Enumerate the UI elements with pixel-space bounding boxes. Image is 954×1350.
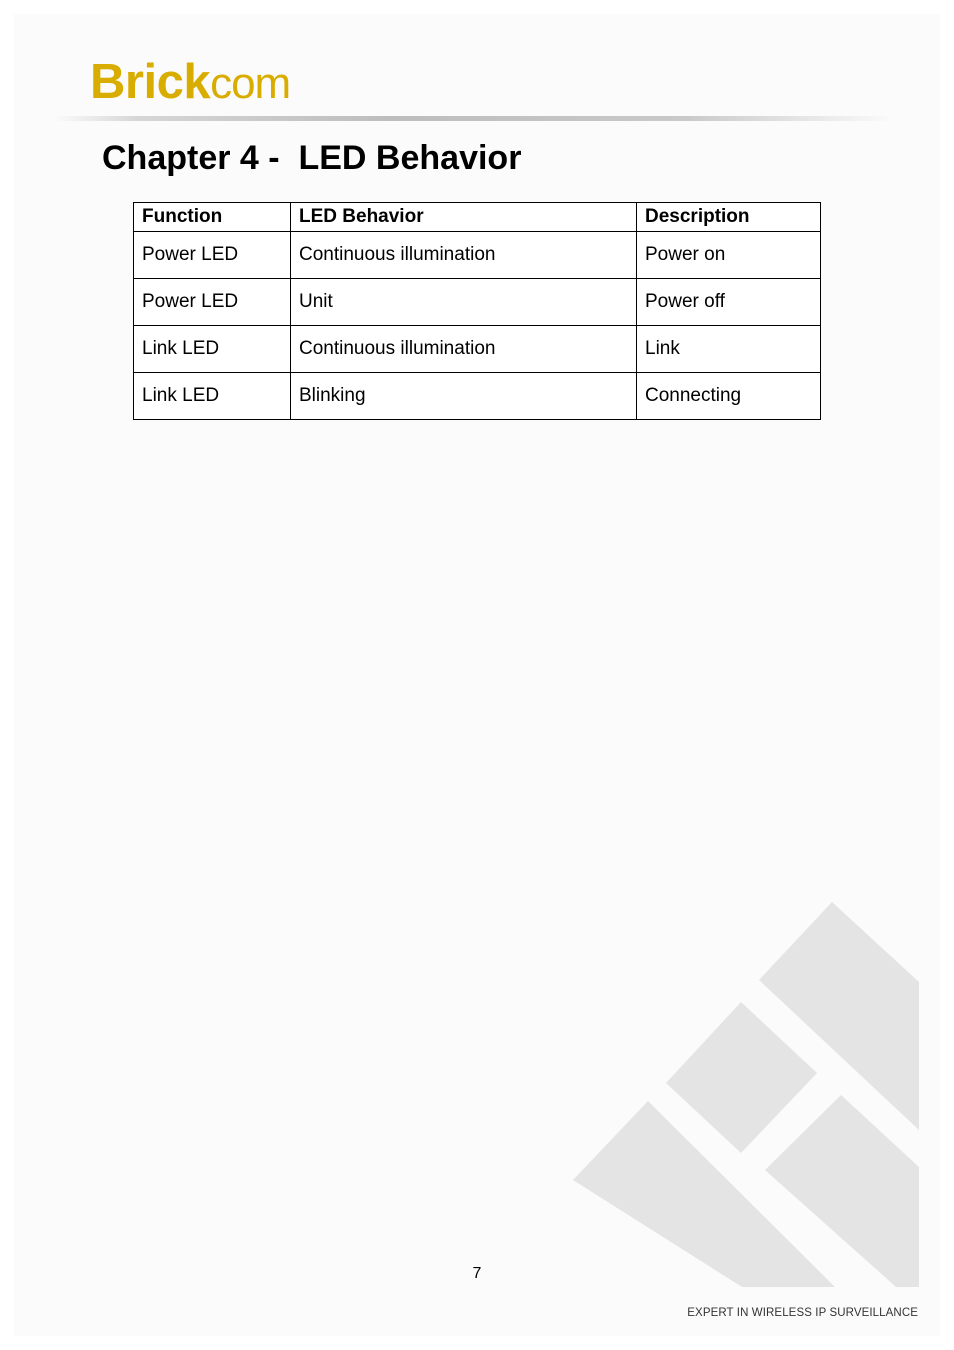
cell-description: Link — [637, 326, 821, 373]
header-divider — [54, 116, 894, 121]
table-row — [134, 279, 821, 326]
logo-brick-text: Brick — [90, 55, 211, 109]
cell-description: Power on — [637, 232, 821, 279]
table-row — [134, 232, 821, 279]
header-led-behavior: LED Behavior — [291, 203, 637, 232]
header-description: Description — [637, 203, 821, 232]
cell-led-behavior: Unit — [291, 279, 637, 326]
page-number: 7 — [472, 1265, 482, 1282]
brickcom-logo — [90, 55, 291, 109]
cell-description: Connecting — [637, 373, 821, 420]
brick-watermark-graphic — [560, 895, 920, 1290]
cell-function: Link LED — [134, 373, 291, 420]
logo-com-text: com — [210, 59, 291, 108]
table-row — [134, 326, 821, 373]
cell-function: Power LED — [134, 279, 291, 326]
footer-tagline: EXPERT IN WIRELESS IP SURVEILLANCE — [687, 1307, 918, 1319]
led-behavior-table — [133, 202, 821, 420]
watermark-brick-middle-left — [666, 1002, 817, 1153]
cell-description: Power off — [637, 279, 821, 326]
chapter-title: Chapter 4 - LED Behavior — [102, 139, 522, 177]
cell-function: Power LED — [134, 232, 291, 279]
header-function: Function — [134, 203, 291, 232]
table-row — [134, 373, 821, 420]
table-header-row — [134, 203, 821, 232]
cell-led-behavior: Continuous illumination — [291, 232, 637, 279]
cell-led-behavior: Blinking — [291, 373, 637, 420]
cell-led-behavior: Continuous illumination — [291, 326, 637, 373]
cell-function: Link LED — [134, 326, 291, 373]
